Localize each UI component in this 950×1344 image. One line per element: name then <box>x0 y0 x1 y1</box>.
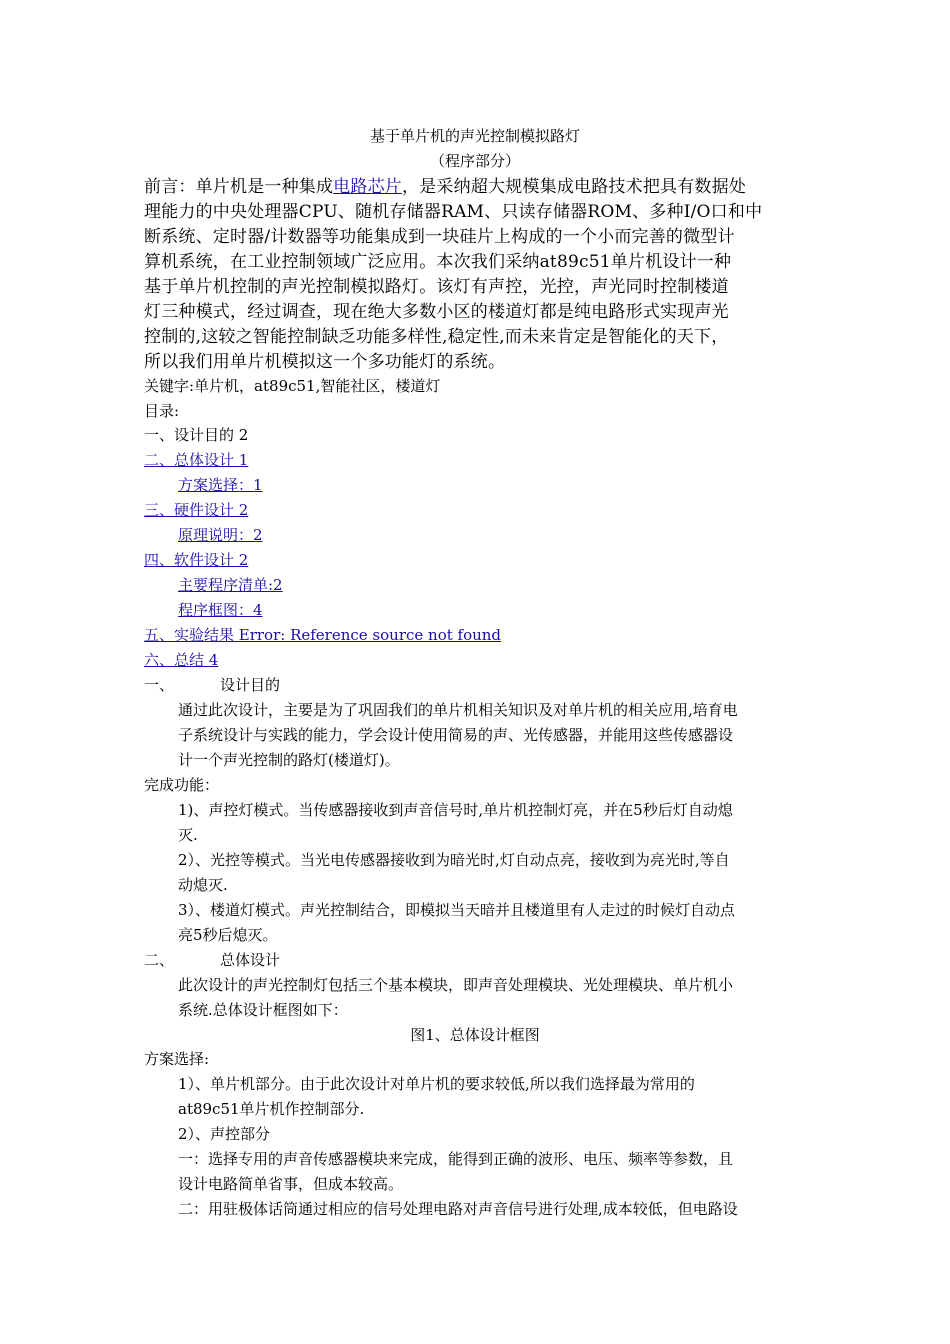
section-1-heading <box>144 674 280 696</box>
preface-line: 控制的,这较之智能控制缺乏功能多样性,稳定性,而未来肯定是智能化的天下， <box>144 327 729 347</box>
toc-title: 目录: <box>144 402 180 420</box>
preface-line: 断系统、定时器/计数器等功能集成到一块硅片上构成的一个小而完善的微型计 <box>144 227 735 247</box>
function-line: 2）、光控等模式。当光电传感器接收到为暗光时,灯自动点亮，接收到为亮光时,等自 <box>178 851 730 869</box>
toc-link-overall-design[interactable]: 二、总体设计 1 <box>144 451 249 469</box>
preface-line: 灯三种模式，经过调查，现在绝大多数小区的楼道灯都是纯电路形式实现声光 <box>144 302 729 322</box>
preface-line-1 <box>144 175 746 199</box>
preface-line: 所以我们用单片机模拟这一个多功能灯的系统。 <box>144 352 506 372</box>
function-line: 动熄灭. <box>178 876 228 894</box>
section-title: 设计目的 <box>220 676 281 694</box>
scheme-line: 一：选择专用的声音传感器模块来完成，能得到正确的波形、电压、频率等参数，且 <box>178 1150 734 1168</box>
preface-text: 前言：单片机是一种集成 <box>144 177 334 197</box>
paragraph-line: 系统.总体设计框图如下： <box>178 1001 348 1019</box>
scheme-line: 1）、单片机部分。由于此次设计对单片机的要求较低,所以我们选择最为常用的 <box>178 1075 695 1093</box>
section-number: 二、 <box>144 951 175 969</box>
preface-line: 理能力的中央处理器CPU、随机存储器RAM、只读存储器ROM、多种I/O口和中 <box>144 202 763 222</box>
figure-caption: 图1、总体设计框图 <box>410 1026 540 1044</box>
scheme-line: at89c51单片机作控制部分. <box>178 1100 365 1118</box>
toc-link-hardware-design[interactable]: 三、硬件设计 2 <box>144 501 249 519</box>
toc-link-flowchart[interactable]: 程序框图：4 <box>178 601 263 619</box>
preface-line: 算机系统，在工业控制领域广泛应用。本次我们采纳at89c51单片机设计一种 <box>144 252 732 272</box>
section-title: 总体设计 <box>220 951 281 969</box>
doc-title: 基于单片机的声光控制模拟路灯 <box>369 127 580 145</box>
function-line: 灭. <box>178 826 198 844</box>
preface-line: 基于单片机控制的声光控制模拟路灯。该灯有声控，光控，声光同时控制楼道 <box>144 277 729 297</box>
function-line: 1)、声控灯模式。当传感器接收到声音信号时,单片机控制灯亮，并在5秒后灯自动熄 <box>178 801 733 819</box>
scheme-line: 二：用驻极体话筒通过相应的信号处理电路对声音信号进行处理,成本较低，但电路设 <box>178 1200 738 1218</box>
toc-link-software-design[interactable]: 四、软件设计 2 <box>144 551 249 569</box>
doc-subtitle: （程序部分） <box>429 152 520 170</box>
section-2-heading <box>144 949 280 971</box>
paragraph-line: 通过此次设计，主要是为了巩固我们的单片机相关知识及对单片机的相关应用,培育电 <box>178 701 738 719</box>
paragraph-line: 计一个声光控制的路灯(楼道灯)。 <box>178 751 400 769</box>
scheme-line: 设计电路简单省事，但成本较高。 <box>178 1175 404 1193</box>
section-number: 一、 <box>144 676 175 694</box>
circuit-chip-link[interactable]: 电路芯片 <box>333 177 403 197</box>
toc-item-design-purpose: 一、设计目的 2 <box>144 426 249 444</box>
toc-link-scheme-selection[interactable]: 方案选择：1 <box>178 476 263 494</box>
toc-link-summary[interactable]: 六、总结 4 <box>144 651 219 669</box>
toc-link-results[interactable]: 五、实验结果 Error: Reference source not found <box>144 626 502 644</box>
toc-link-principle[interactable]: 原理说明：2 <box>178 526 263 544</box>
paragraph-line: 子系统设计与实践的能力，学会设计使用简易的声、光传感器，并能用这些传感器设 <box>178 726 734 744</box>
scheme-title: 方案选择: <box>144 1050 210 1068</box>
function-line: 3）、楼道灯模式。声光控制结合，即模拟当天暗并且楼道里有人走过的时候灯自动点 <box>178 901 736 919</box>
toc-link-program-list[interactable]: 主要程序清单:2 <box>178 576 283 594</box>
keywords: 关键字:单片机，at89c51,智能社区，楼道灯 <box>144 377 441 395</box>
paragraph-line: 此次设计的声光控制灯包括三个基本模块，即声音处理模块、光处理模块、单片机小 <box>178 976 734 994</box>
function-line: 亮5秒后熄灭。 <box>178 926 278 944</box>
functions-title: 完成功能： <box>144 776 220 794</box>
scheme-line: 2）、声控部分 <box>178 1125 271 1143</box>
preface-text: ，是采纳超大规模集成电路技术把具有数据处 <box>402 177 747 197</box>
